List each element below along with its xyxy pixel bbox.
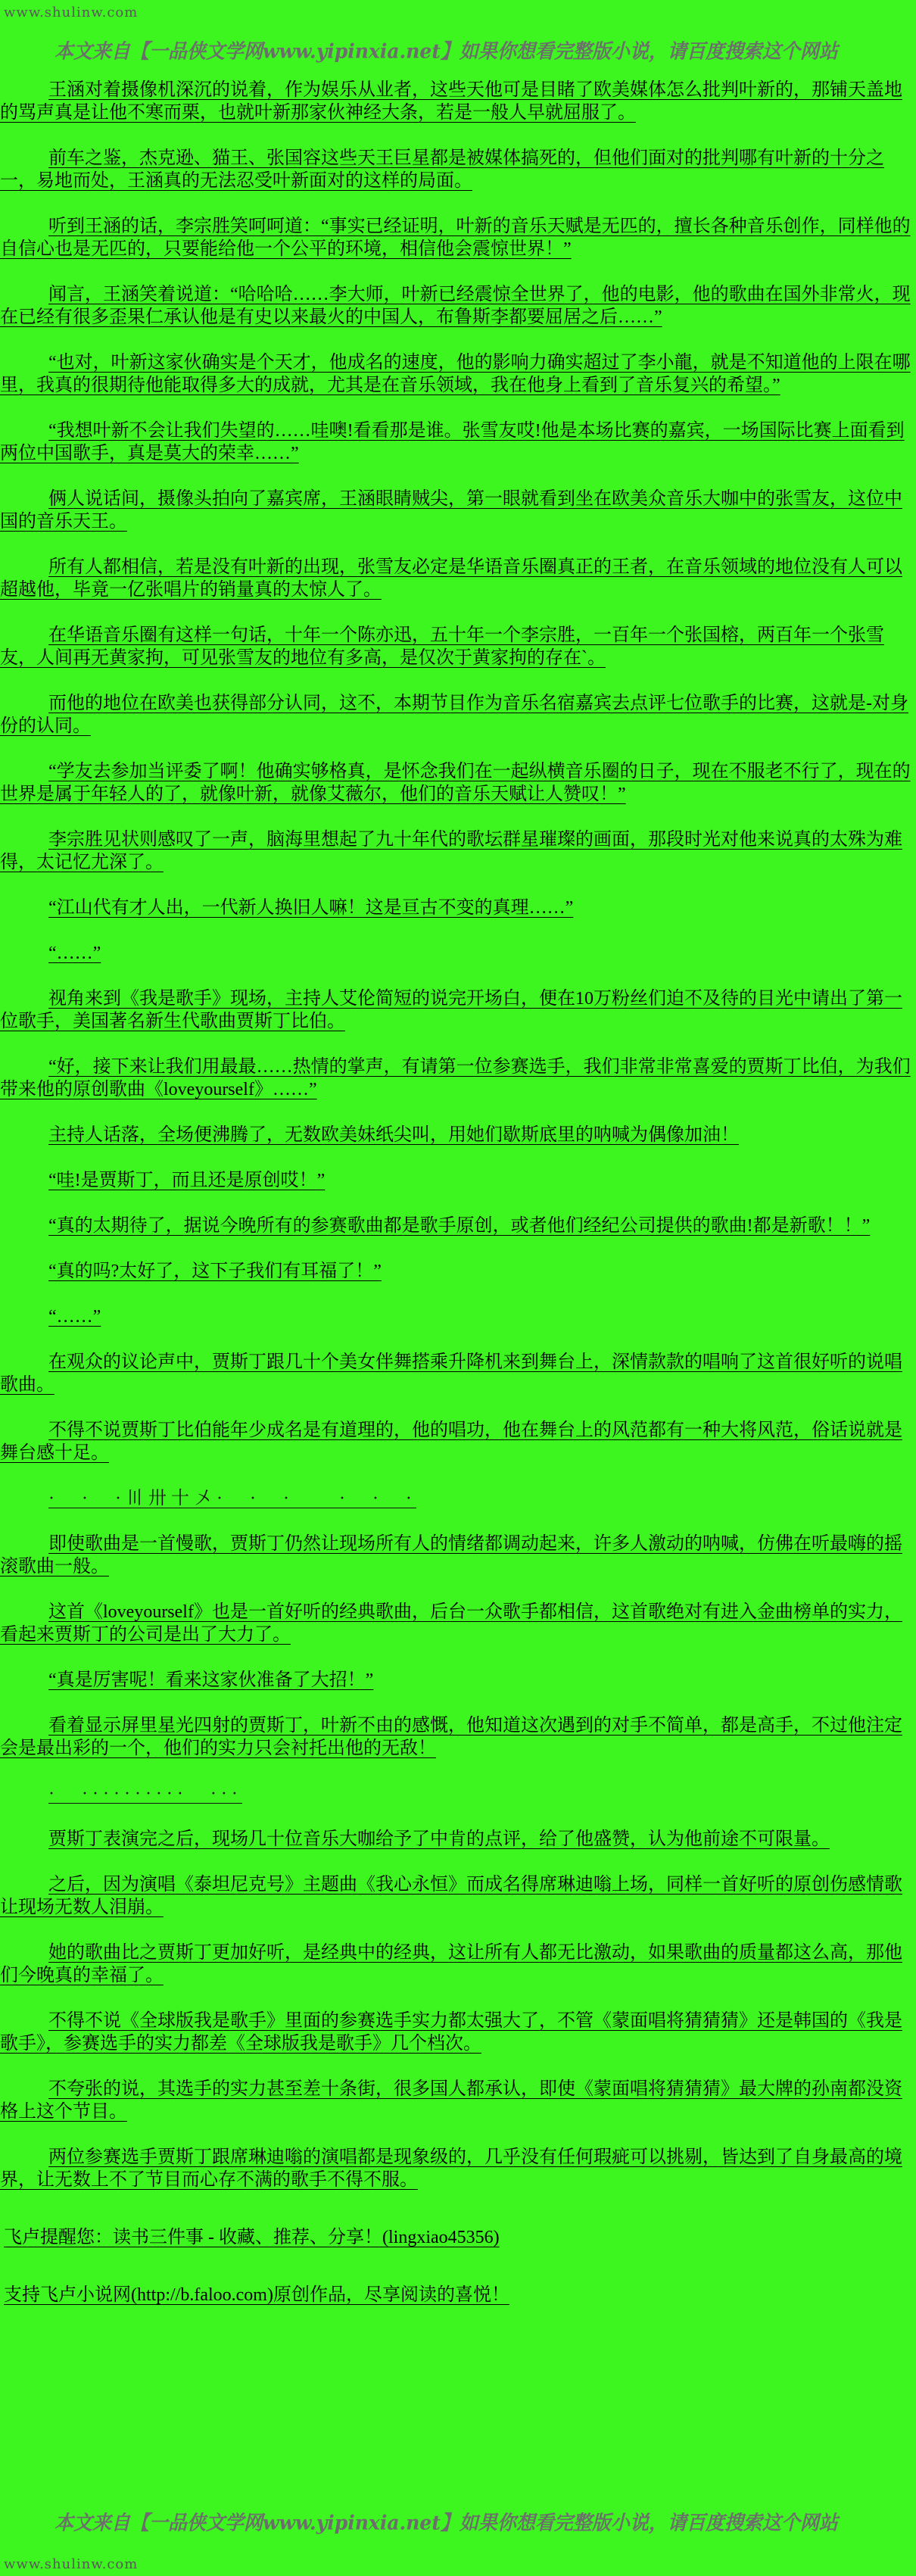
- novel-paragraph: “也对，叶新这家伙确实是个天才，他成名的速度，他的影响力确实超过了李小龍，就是不知道他的上限在哪里，我真的很期待他能取得多大的成就，尤其是在音乐领域，我在他身上看到了音乐复兴的希望。”: [0, 353, 911, 395]
- novel-paragraph: 她的歌曲比之贾斯丁更加好听，是经典中的经典，这让所有人都无比激动，如果歌曲的质量都这么高，那他们今晚真的幸福了。: [0, 1943, 902, 1985]
- novel-paragraph: 贾斯丁表演完之后，现场几十位音乐大咖给予了中肯的点评，给了他盛赞，认为他前途不可限量。: [48, 1829, 830, 1849]
- novel-paragraph: “好，接下来让我们用最最……热情的掌声，有请第一位参赛选手，我们非常非常喜爱的贾斯丁比伯，为我们带来他的原创歌曲《loveyourself》……”: [0, 1057, 911, 1099]
- novel-paragraph: 飞卢提醒您：读书三件事 - 收藏、推荐、分享！(lingxiao45356): [4, 2228, 500, 2247]
- novel-paragraph: 听到王涵的话，李宗胜笑呵呵道：“事实已经证明，叶新的音乐天赋是无匹的，擅长各种音乐创作，同样他的自信心也是无匹的，只要能给他一个公平的环境，相信他会震惊世界！”: [0, 217, 911, 259]
- novel-paragraph: 前车之鉴，杰克逊、猫王、张国容这些天王巨星都是被媒体搞死的，但他们面对的批判哪有叶新的十分之一，易地而处，王涵真的无法忍受叶新面对的这样的局面。: [0, 148, 884, 191]
- novel-paragraph: 不得不说《全球版我是歌手》里面的参赛选手实力都太强大了，不管《蒙面唱将猜猜猜》还是韩国的《我是歌手》，参赛选手的实力都差《全球版我是歌手》几个档次。: [0, 2011, 902, 2054]
- shulinw-watermark-bottom: www.shulinw.com: [4, 2556, 139, 2572]
- novel-paragraph: “真的吗?太好了，这下子我们有耳福了！”: [48, 1261, 382, 1281]
- shulinw-watermark-top: www.shulinw.com: [4, 5, 139, 20]
- novel-paragraph: “真是厉害呢！看来这家伙准备了大招！”: [48, 1670, 374, 1690]
- novel-paragraph: 即使歌曲是一首慢歌，贾斯丁仍然让现场所有人的情绪都调动起来，许多人激动的呐喊，仿佛在听最嗨的摇滚歌曲一般。: [0, 1534, 902, 1576]
- novel-paragraph: 两位参赛选手贾斯丁跟席琳迪嗡的演唱都是现象级的，几乎没有任何瑕疵可以挑剔，皆达到了自身最高的境界，让无数上不了节目而心存不满的歌手不得不服。: [0, 2147, 902, 2190]
- novel-paragraph: 在观众的议论声中，贾斯丁跟几十个美女伴舞搭乘升降机来到舞台上，深情款款的唱响了这首很好听的说唱歌曲。: [0, 1352, 902, 1395]
- separator-row: · · ·〣卅十〤· · · · · ·: [48, 1489, 416, 1508]
- novel-paragraph: 王涵对着摄像机深沉的说着，作为娱乐从业者，这些天他可是目睹了欧美媒体怎么批判叶新的，那铺天盖地的骂声真是让他不寒而栗，也就叶新那家伙神经大条，若是一般人早就屈服了。: [0, 80, 902, 123]
- novel-paragraph: 视角来到《我是歌手》现场，主持人艾伦简短的说完开场白，便在10万粉丝们迫不及待的目光中请出了第一位歌手，美国著名新生代歌曲贾斯丁比伯。: [0, 989, 902, 1031]
- novel-paragraph: 之后，因为演唱《泰坦尼克号》主题曲《我心永恒》而成名得席琳迪嗡上场，同样一首好听的原创伤感情歌让现场无数人泪崩。: [0, 1875, 902, 1917]
- novel-paragraph: “学友去参加当评委了啊！他确实够格真，是怀念我们在一起纵横音乐圈的日子，现在不服老不行了，现在的世界是属于年轻人的了，就像叶新，就像艾薇尔，他们的音乐天赋让人赞叹！”: [0, 762, 911, 804]
- novel-text-body: [0, 79, 916, 2328]
- novel-paragraph: 支持飞卢小说网(http://b.faloo.com)原创作品，尽享阅读的喜悦！: [4, 2285, 509, 2305]
- novel-paragraph: “哇!是贾斯丁，而且还是原创哎！”: [48, 1171, 326, 1190]
- yipinxia-watermark-bottom: 本文来自【一品侠文学网www.yipinxia.net】如果你想看完整版小说，请百度搜索这个网站: [55, 2511, 838, 2534]
- separator-row: · ·········· ···: [48, 1784, 242, 1804]
- novel-paragraph: 而他的地位在欧美也获得部分认同，这不，本期节目作为音乐名宿嘉宾去点评七位歌手的比赛，这就是-对身份的认同。: [0, 694, 908, 736]
- novel-paragraph: “江山代有才人出，一代新人换旧人嘛！这是亘古不变的真理……”: [48, 898, 574, 918]
- novel-paragraph: 主持人话落，全场便沸腾了，无数欧美妹纸尖叫，用她们歇斯底里的呐喊为偶像加油！: [48, 1125, 739, 1145]
- novel-paragraph: 俩人说话间，摄像头拍向了嘉宾席，王涵眼睛贼尖，第一眼就看到坐在欧美众音乐大咖中的张雪友，这位中国的音乐天王。: [0, 489, 902, 532]
- novel-paragraph: 不得不说贾斯丁比伯能年少成名是有道理的，他的唱功，他在舞台上的风范都有一种大将风范，俗话说就是舞台感十足。: [0, 1421, 902, 1463]
- novel-paragraph: 李宗胜见状则感叹了一声，脑海里想起了九十年代的歌坛群星璀璨的画面，那段时光对他来说真的太殊为难得，太记忆尤深了。: [0, 830, 902, 872]
- novel-paragraph: 在华语音乐圈有这样一句话，十年一个陈亦迅，五十年一个李宗胜，一百年一个张国榕，两百年一个张雪友，人间再无黄家拘，可见张雪友的地位有多高，是仅次于黄家拘的存在`。: [0, 625, 884, 668]
- novel-paragraph: 闻言，王涵笑着说道：“哈哈哈……李大师，叶新已经震惊全世界了，他的电影，他的歌曲在国外非常火，现在已经有很多歪果仁承认他是有史以来最火的中国人，布鲁斯李都要屈居之后……”: [0, 285, 911, 327]
- novel-paragraph: 所有人都相信，若是没有叶新的出现，张雪友必定是华语音乐圈真正的王者，在音乐领域的地位没有人可以超越他，毕竟一亿张唱片的销量真的太惊人了。: [0, 557, 902, 600]
- novel-paragraph: 不夸张的说，其选手的实力甚至差十条街，很多国人都承认，即使《蒙面唱将猜猜猜》最大牌的孙南都没资格上这个节目。: [0, 2079, 902, 2122]
- novel-paragraph: “我想叶新不会让我们失望的……哇噢!看看那是谁。张雪友哎!他是本场比赛的嘉宾，一场国际比赛上面看到两位中国歌手，真是莫大的荣幸……”: [0, 421, 905, 463]
- yipinxia-watermark-top: 本文来自【一品侠文学网www.yipinxia.net】如果你想看完整版小说，请百度搜索这个网站: [55, 39, 838, 63]
- novel-paragraph: 这首《loveyourself》也是一首好听的经典歌曲，后台一众歌手都相信，这首歌绝对有进入金曲榜单的实力，看起来贾斯丁的公司是出了大力了。: [0, 1602, 902, 1645]
- novel-paragraph: “真的太期待了，据说今晚所有的参赛歌曲都是歌手原创，或者他们经纪公司提供的歌曲!都是新歌！！”: [48, 1216, 871, 1236]
- novel-paragraph: 看着显示屏里星光四射的贾斯丁，叶新不由的感慨，他知道这次遇到的对手不简单，都是高手，不过他注定会是最出彩的一个，他们的实力只会衬托出他的无敌！: [0, 1716, 902, 1758]
- novel-paragraph: “……”: [48, 1307, 101, 1327]
- novel-paragraph: “……”: [48, 943, 101, 963]
